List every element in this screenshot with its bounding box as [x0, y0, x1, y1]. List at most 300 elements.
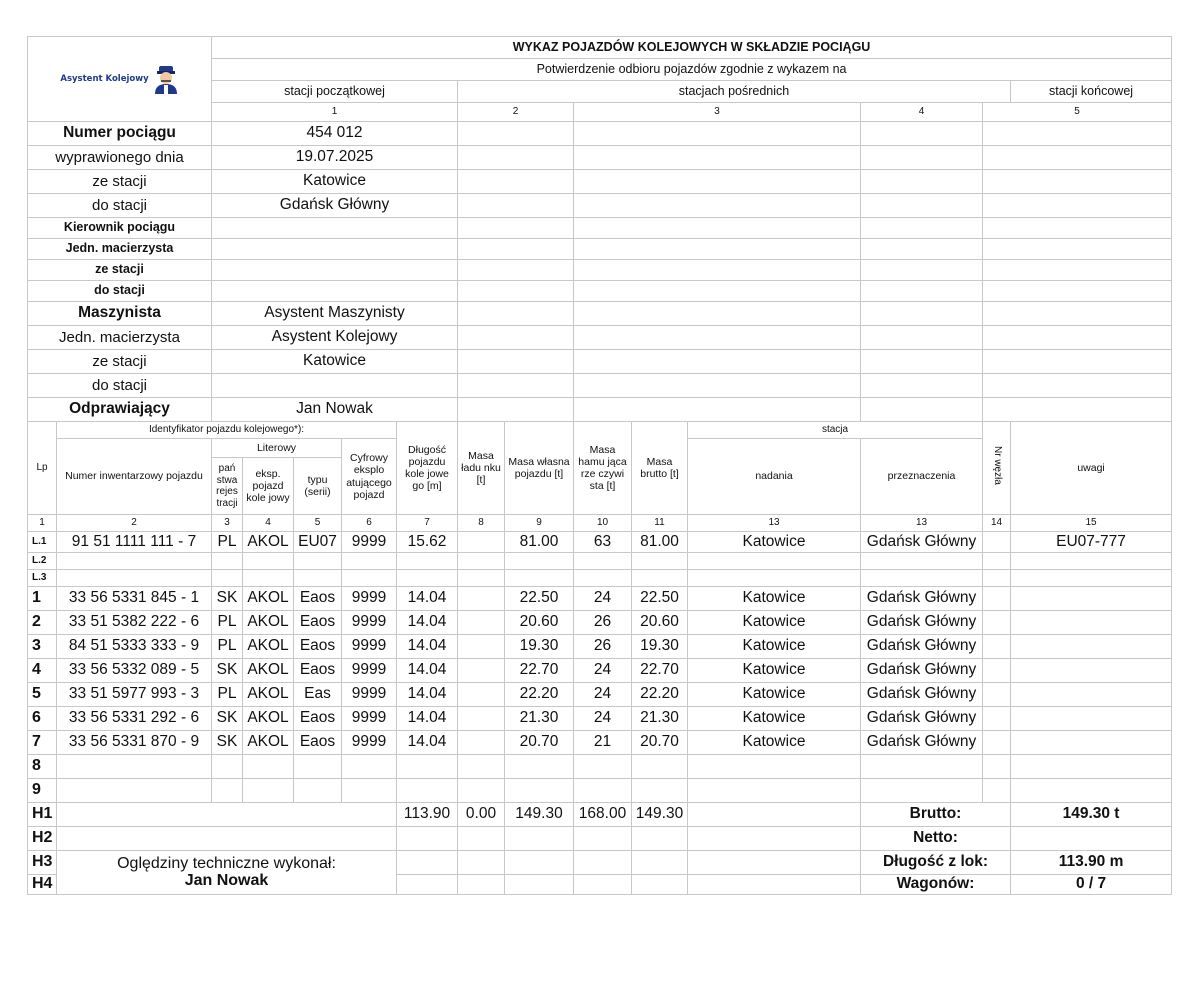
end-station-header: stacji końcowej — [1011, 81, 1172, 103]
inspector-name: Jan Nowak — [184, 871, 269, 889]
net-label: Netto: — [861, 827, 1011, 851]
vehicle-inv: 33 56 5332 089 - 5 — [57, 659, 212, 683]
vehicle-country: SK — [212, 731, 243, 755]
vehicle-gross: 20.70 — [632, 731, 688, 755]
vehicle-own — [505, 755, 574, 779]
vehicle-origin — [688, 755, 861, 779]
vehicle-country: PL — [212, 635, 243, 659]
station-confirm-cell — [458, 260, 574, 281]
operator-header: eksp. pojazd kole jowy — [243, 458, 294, 515]
vehicle-inv: 91 51 1111 111 - 7 — [57, 532, 212, 553]
row-lp: 2 — [28, 611, 57, 635]
vehicle-length — [397, 553, 458, 570]
vehicle-node — [983, 731, 1011, 755]
vehicle-gross — [632, 755, 688, 779]
station-confirm-cell — [458, 281, 574, 302]
station-confirm-cell — [458, 146, 574, 170]
vehicle-length — [397, 570, 458, 587]
station-confirm-cell — [458, 398, 574, 422]
vehicle-origin: Katowice — [688, 635, 861, 659]
vehicle-own — [505, 779, 574, 803]
load-header: Masa ładu nku [t] — [458, 422, 505, 515]
summary-blank — [632, 827, 688, 851]
vehicle-country: SK — [212, 707, 243, 731]
station-confirm-cell — [861, 302, 983, 326]
vehicle-load — [458, 683, 505, 707]
vehicle-dest: Gdańsk Główny — [861, 587, 983, 611]
vehicle-dest: Gdańsk Główny — [861, 683, 983, 707]
vehicle-digital: 9999 — [342, 731, 397, 755]
vehicle-inv: 84 51 5333 333 - 9 — [57, 635, 212, 659]
vehicle-type: Eaos — [294, 707, 342, 731]
vehicle-origin: Katowice — [688, 587, 861, 611]
info-value: Katowice — [212, 350, 458, 374]
vehicle-brake: 24 — [574, 659, 632, 683]
info-value: Gdańsk Główny — [212, 194, 458, 218]
vehicle-brake: 24 — [574, 707, 632, 731]
info-value — [212, 260, 458, 281]
vehicle-operator — [243, 553, 294, 570]
vehicle-dest: Gdańsk Główny — [861, 731, 983, 755]
vehicle-own — [505, 570, 574, 587]
summary-blank — [458, 851, 505, 875]
inventory-header: Numer inwentarzowy pojazdu — [57, 439, 212, 515]
station-confirm-cell — [574, 350, 861, 374]
station-confirm-cell — [458, 218, 574, 239]
conductor-mascot-icon — [153, 64, 179, 94]
summary-blank — [688, 851, 861, 875]
vehicle-node — [983, 611, 1011, 635]
vehicle-node — [983, 587, 1011, 611]
vehicle-node — [983, 707, 1011, 731]
station-confirm-cell — [574, 218, 861, 239]
vehicle-remarks — [1011, 611, 1172, 635]
brake-mass-header: Masa hamu jąca rze czywi sta [t] — [574, 422, 632, 515]
vehicle-inv: 33 56 5331 870 - 9 — [57, 731, 212, 755]
summary-blank — [57, 827, 397, 851]
vehicle-remarks: EU07-777 — [1011, 532, 1172, 553]
vehicle-origin: Katowice — [688, 683, 861, 707]
gross-label: Brutto: — [861, 803, 1011, 827]
vehicle-remarks — [1011, 659, 1172, 683]
info-value — [212, 281, 458, 302]
station-confirm-cell — [861, 326, 983, 350]
vehicle-load — [458, 755, 505, 779]
start-station-header: stacji początkowej — [212, 81, 458, 103]
vehicle-own: 22.20 — [505, 683, 574, 707]
station-confirm-cell — [458, 350, 574, 374]
vehicle-country: PL — [212, 532, 243, 553]
station-confirm-cell — [983, 194, 1172, 218]
vehicle-digital — [342, 755, 397, 779]
vehicle-own: 21.30 — [505, 707, 574, 731]
column-number: 8 — [458, 515, 505, 532]
info-label: ze stacji — [28, 350, 212, 374]
vehicle-gross: 81.00 — [632, 532, 688, 553]
vehicle-dest: Gdańsk Główny — [861, 635, 983, 659]
vehicle-gross — [632, 553, 688, 570]
station-confirm-cell — [861, 260, 983, 281]
vehicle-inv — [57, 570, 212, 587]
vehicle-type: EU07 — [294, 532, 342, 553]
vehicle-type: Eaos — [294, 635, 342, 659]
column-number: 9 — [505, 515, 574, 532]
vehicle-gross: 22.70 — [632, 659, 688, 683]
vehicle-node — [983, 635, 1011, 659]
vehicle-digital: 9999 — [342, 532, 397, 553]
info-label: wyprawionego dnia — [28, 146, 212, 170]
vehicle-length: 15.62 — [397, 532, 458, 553]
vehicle-operator — [243, 570, 294, 587]
vehicle-digital: 9999 — [342, 683, 397, 707]
vehicle-remarks — [1011, 683, 1172, 707]
row-lp: 4 — [28, 659, 57, 683]
vehicle-origin: Katowice — [688, 707, 861, 731]
vehicle-origin: Katowice — [688, 659, 861, 683]
station-confirm-cell — [983, 281, 1172, 302]
summary-blank — [505, 875, 574, 895]
logo-cell — [28, 37, 212, 122]
column-number: 2 — [458, 103, 574, 122]
logo-text: Asystent Kolejowy — [60, 73, 149, 84]
station-confirm-cell — [574, 302, 861, 326]
node-header — [983, 422, 1011, 515]
station-confirm-cell — [861, 146, 983, 170]
vehicle-brake: 21 — [574, 731, 632, 755]
station-confirm-cell — [861, 281, 983, 302]
vehicle-digital — [342, 570, 397, 587]
inspection-label: Oględziny techniczne wykonał: — [117, 854, 336, 872]
vehicle-operator — [243, 755, 294, 779]
info-value — [212, 218, 458, 239]
station-confirm-cell — [983, 302, 1172, 326]
station-header: stacja — [688, 422, 983, 439]
vehicle-own: 19.30 — [505, 635, 574, 659]
length-value: 113.90 m — [1011, 851, 1172, 875]
vehicle-type — [294, 570, 342, 587]
wagons-value: 0 / 7 — [1011, 875, 1172, 895]
row-lp: L.1 — [28, 532, 57, 553]
station-confirm-cell — [574, 170, 861, 194]
vehicle-dest: Gdańsk Główny — [861, 707, 983, 731]
station-confirm-cell — [458, 374, 574, 398]
type-header: typu (serii) — [294, 458, 342, 515]
station-confirm-cell — [983, 122, 1172, 146]
vehicle-brake: 63 — [574, 532, 632, 553]
column-number: 4 — [243, 515, 294, 532]
row-lp: 1 — [28, 587, 57, 611]
intermediate-stations-header: stacjach pośrednich — [458, 81, 1011, 103]
column-number: 5 — [294, 515, 342, 532]
vehicle-node — [983, 683, 1011, 707]
info-value: Jan Nowak — [212, 398, 458, 422]
vehicle-origin — [688, 570, 861, 587]
info-value: Katowice — [212, 170, 458, 194]
vehicle-type: Eaos — [294, 731, 342, 755]
length-header: Długość pojazdu kole jowe go [m] — [397, 422, 458, 515]
station-confirm-cell — [861, 170, 983, 194]
summary-blank — [397, 875, 458, 895]
column-number: 10 — [574, 515, 632, 532]
vehicle-origin: Katowice — [688, 532, 861, 553]
station-confirm-cell — [983, 170, 1172, 194]
vehicle-own: 22.70 — [505, 659, 574, 683]
info-label: ze stacji — [28, 260, 212, 281]
vehicle-gross — [632, 779, 688, 803]
info-value: 454 012 — [212, 122, 458, 146]
vehicle-load — [458, 659, 505, 683]
column-number: 3 — [212, 515, 243, 532]
row-lp: 5 — [28, 683, 57, 707]
vehicle-brake: 24 — [574, 587, 632, 611]
row-lp: L.3 — [28, 570, 57, 587]
info-label: Jedn. macierzysta — [28, 326, 212, 350]
country-header: pań stwa rejes tracji — [212, 458, 243, 515]
column-number: 5 — [983, 103, 1172, 122]
summary-blank — [505, 851, 574, 875]
info-value: Asystent Maszynisty — [212, 302, 458, 326]
summary-lp: H2 — [28, 827, 57, 851]
vehicle-remarks — [1011, 707, 1172, 731]
vehicle-inv: 33 56 5331 292 - 6 — [57, 707, 212, 731]
vehicle-country — [212, 553, 243, 570]
vehicle-length — [397, 779, 458, 803]
summary-blank — [632, 851, 688, 875]
vehicle-digital — [342, 779, 397, 803]
vehicle-load — [458, 779, 505, 803]
vehicle-load — [458, 553, 505, 570]
vehicle-digital: 9999 — [342, 707, 397, 731]
info-label: Jedn. macierzysta — [28, 239, 212, 260]
column-number: 13 — [688, 515, 861, 532]
vehicle-operator — [243, 779, 294, 803]
vehicle-dest — [861, 779, 983, 803]
confirmation-header: Potwierdzenie odbioru pojazdów zgodnie z wykazem na — [212, 59, 1172, 81]
vehicle-brake: 26 — [574, 611, 632, 635]
row-lp: 8 — [28, 755, 57, 779]
digital-header: Cyfrowy eksplo atującego pojazd — [342, 439, 397, 515]
station-confirm-cell — [861, 398, 983, 422]
row-lp: L.2 — [28, 553, 57, 570]
vehicle-own: 22.50 — [505, 587, 574, 611]
station-confirm-cell — [574, 398, 861, 422]
column-number: 6 — [342, 515, 397, 532]
row-lp: 3 — [28, 635, 57, 659]
summary-blank — [688, 875, 861, 895]
vehicle-brake — [574, 755, 632, 779]
vehicle-node — [983, 532, 1011, 553]
gross-value: 149.30 t — [1011, 803, 1172, 827]
info-label: do stacji — [28, 281, 212, 302]
vehicle-gross: 21.30 — [632, 707, 688, 731]
vehicle-inv: 33 51 5382 222 - 6 — [57, 611, 212, 635]
station-confirm-cell — [458, 326, 574, 350]
vehicle-length: 14.04 — [397, 611, 458, 635]
vehicle-node — [983, 659, 1011, 683]
vehicle-inv: 33 51 5977 993 - 3 — [57, 683, 212, 707]
station-confirm-cell — [861, 374, 983, 398]
vehicle-inv — [57, 553, 212, 570]
column-number: 4 — [861, 103, 983, 122]
vehicle-load — [458, 635, 505, 659]
column-number: 2 — [57, 515, 212, 532]
vehicle-dest: Gdańsk Główny — [861, 611, 983, 635]
literal-header: Literowy — [212, 439, 342, 458]
station-confirm-cell — [861, 218, 983, 239]
summary-blank — [574, 851, 632, 875]
vehicle-node — [983, 553, 1011, 570]
vehicle-operator: AKOL — [243, 707, 294, 731]
summary-blank — [397, 851, 458, 875]
vehicle-type: Eaos — [294, 587, 342, 611]
wagons-label: Wagonów: — [861, 875, 1011, 895]
vehicle-type: Eaos — [294, 659, 342, 683]
vehicle-remarks — [1011, 553, 1172, 570]
vehicle-brake: 24 — [574, 683, 632, 707]
vehicle-load — [458, 532, 505, 553]
vehicle-operator: AKOL — [243, 683, 294, 707]
vehicle-digital: 9999 — [342, 611, 397, 635]
inspection-cell — [57, 851, 397, 895]
station-confirm-cell — [458, 239, 574, 260]
vehicle-remarks — [1011, 731, 1172, 755]
vehicle-load — [458, 587, 505, 611]
vehicle-digital — [342, 553, 397, 570]
net-value — [1011, 827, 1172, 851]
station-confirm-cell — [574, 146, 861, 170]
info-value — [212, 239, 458, 260]
vehicle-load — [458, 570, 505, 587]
station-confirm-cell — [574, 239, 861, 260]
station-confirm-cell — [983, 146, 1172, 170]
vehicle-country — [212, 755, 243, 779]
station-confirm-cell — [983, 218, 1172, 239]
station-confirm-cell — [983, 326, 1172, 350]
info-label: Maszynista — [28, 302, 212, 326]
total-own-mass: 149.30 — [505, 803, 574, 827]
vehicle-remarks — [1011, 570, 1172, 587]
vehicle-length: 14.04 — [397, 659, 458, 683]
info-label: do stacji — [28, 194, 212, 218]
vehicle-type: Eas — [294, 683, 342, 707]
summary-blank — [505, 827, 574, 851]
total-load: 0.00 — [458, 803, 505, 827]
destination-header: przeznaczenia — [861, 439, 983, 515]
vehicle-type — [294, 553, 342, 570]
station-confirm-cell — [983, 350, 1172, 374]
info-label: Kierownik pociągu — [28, 218, 212, 239]
vehicle-brake — [574, 570, 632, 587]
info-label: do stacji — [28, 374, 212, 398]
vehicle-dest — [861, 553, 983, 570]
train-composition-sheet — [27, 36, 1172, 895]
station-confirm-cell — [574, 122, 861, 146]
station-confirm-cell — [458, 122, 574, 146]
vehicle-operator: AKOL — [243, 532, 294, 553]
vehicle-load — [458, 611, 505, 635]
vehicle-dest — [861, 755, 983, 779]
vehicle-origin: Katowice — [688, 611, 861, 635]
vehicle-length: 14.04 — [397, 683, 458, 707]
station-confirm-cell — [458, 170, 574, 194]
info-value — [212, 374, 458, 398]
summary-blank — [574, 827, 632, 851]
station-confirm-cell — [574, 281, 861, 302]
gross-mass-header: Masa brutto [t] — [632, 422, 688, 515]
vehicle-node — [983, 755, 1011, 779]
vehicle-gross: 19.30 — [632, 635, 688, 659]
summary-blank — [632, 875, 688, 895]
vehicle-country: PL — [212, 611, 243, 635]
node-header-label: Nr węzła — [991, 446, 1003, 486]
vehicle-digital: 9999 — [342, 659, 397, 683]
vehicle-length: 14.04 — [397, 635, 458, 659]
station-confirm-cell — [861, 239, 983, 260]
column-number: 1 — [28, 515, 57, 532]
info-value: Asystent Kolejowy — [212, 326, 458, 350]
document-title: WYKAZ POJAZDÓW KOLEJOWYCH W SKŁADZIE POCIĄGU — [212, 37, 1172, 59]
vehicle-digital: 9999 — [342, 635, 397, 659]
vehicle-gross: 22.20 — [632, 683, 688, 707]
vehicle-remarks — [1011, 635, 1172, 659]
vehicle-country: PL — [212, 683, 243, 707]
vehicle-origin: Katowice — [688, 731, 861, 755]
station-confirm-cell — [574, 326, 861, 350]
summary-blank — [574, 875, 632, 895]
info-label: Odprawiający — [28, 398, 212, 422]
station-confirm-cell — [861, 350, 983, 374]
total-brake-mass: 168.00 — [574, 803, 632, 827]
station-confirm-cell — [574, 260, 861, 281]
vehicle-inv — [57, 779, 212, 803]
vehicle-operator: AKOL — [243, 611, 294, 635]
row-lp: 7 — [28, 731, 57, 755]
station-confirm-cell — [861, 194, 983, 218]
vehicle-inv: 33 56 5331 845 - 1 — [57, 587, 212, 611]
station-confirm-cell — [861, 122, 983, 146]
row-lp: 9 — [28, 779, 57, 803]
vehicle-operator: AKOL — [243, 731, 294, 755]
summary-lp: H3 — [28, 851, 57, 875]
column-number: 13 — [861, 515, 983, 532]
vehicle-country: SK — [212, 587, 243, 611]
vehicle-brake — [574, 779, 632, 803]
station-confirm-cell — [983, 398, 1172, 422]
station-confirm-cell — [983, 260, 1172, 281]
info-label: ze stacji — [28, 170, 212, 194]
vehicle-own: 20.60 — [505, 611, 574, 635]
summary-blank — [458, 827, 505, 851]
vehicle-origin — [688, 553, 861, 570]
column-number: 3 — [574, 103, 861, 122]
vehicle-own — [505, 553, 574, 570]
vehicle-type — [294, 779, 342, 803]
column-number: 11 — [632, 515, 688, 532]
remarks-header: uwagi — [1011, 422, 1172, 515]
column-number: 1 — [212, 103, 458, 122]
summary-lp: H1 — [28, 803, 57, 827]
vehicle-country: SK — [212, 659, 243, 683]
vehicle-dest: Gdańsk Główny — [861, 659, 983, 683]
lp-header: Lp — [28, 422, 57, 515]
vehicle-own: 81.00 — [505, 532, 574, 553]
summary-blank — [688, 827, 861, 851]
own-mass-header: Masa własna pojazdu [t] — [505, 422, 574, 515]
vehicle-length — [397, 755, 458, 779]
vehicle-operator: AKOL — [243, 659, 294, 683]
vehicle-country — [212, 779, 243, 803]
column-number: 14 — [983, 515, 1011, 532]
